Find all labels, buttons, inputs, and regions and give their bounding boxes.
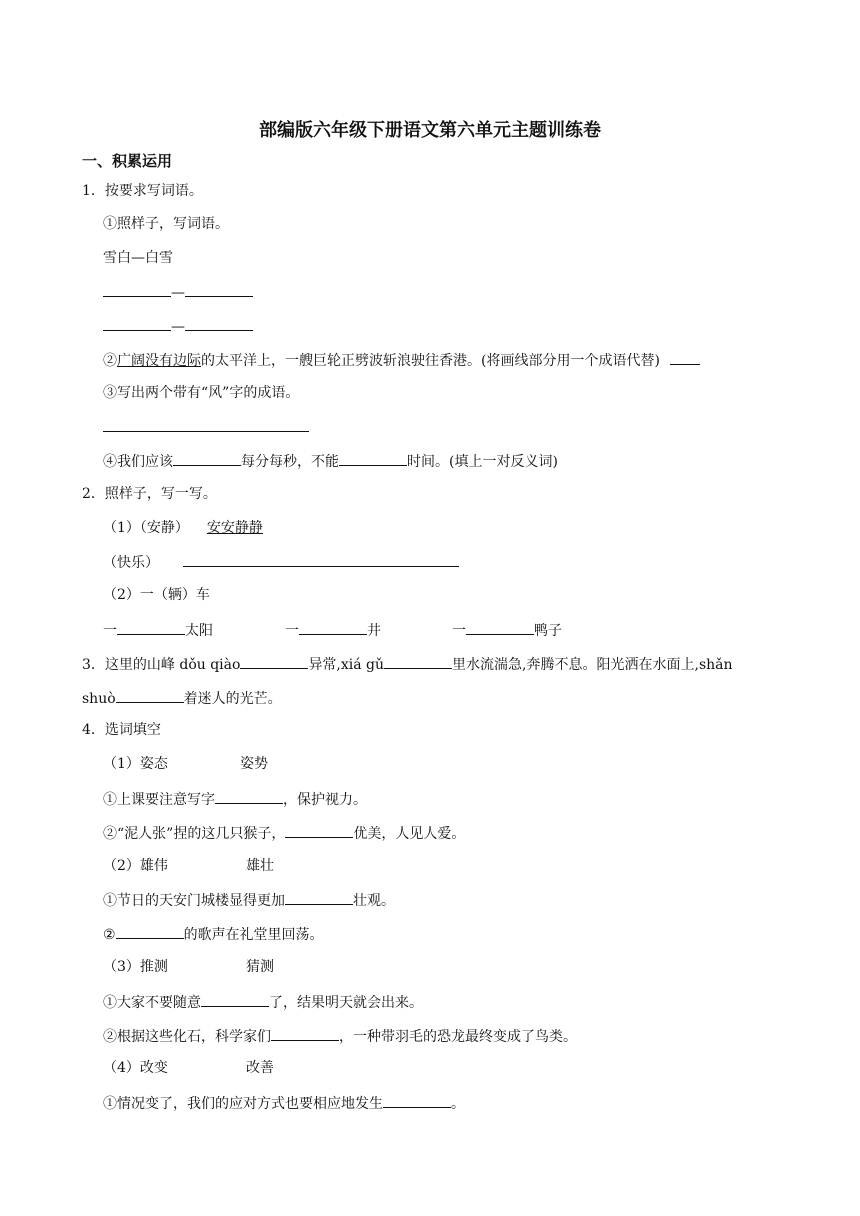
sentence-text: ①节日的天安门城楼显得更加 bbox=[103, 893, 285, 909]
answer-blank[interactable] bbox=[240, 653, 308, 669]
q3-text-e: 着迷人的光芒。 bbox=[183, 691, 282, 707]
q4-group1-label: （1）姿态 bbox=[103, 756, 168, 772]
answer-blank[interactable] bbox=[670, 349, 700, 365]
answer-blank[interactable] bbox=[466, 619, 534, 635]
q3-text-b: 异常,xiá gǔ bbox=[308, 657, 385, 673]
sentence-text: ①情况变了，我们的应对方式也要相应地发生 bbox=[103, 1096, 383, 1112]
q4-group2-sentence2 bbox=[103, 923, 324, 945]
q1-part3-answer bbox=[103, 416, 309, 438]
answer-blank[interactable] bbox=[117, 619, 185, 635]
dash-separator: — bbox=[171, 319, 185, 335]
question-3-line1 bbox=[82, 653, 733, 675]
answer-blank[interactable] bbox=[299, 619, 367, 635]
sentence-text: ②“泥人张”捏的这几只猴子， bbox=[103, 826, 286, 842]
q4-group2-sentence1 bbox=[103, 889, 395, 911]
q4-group4-label: （4）改变 bbox=[103, 1060, 168, 1076]
answer-blank[interactable] bbox=[285, 822, 353, 838]
answer-blank[interactable] bbox=[201, 991, 269, 1007]
q3-text-a: 3．这里的山峰 dǒu qiào bbox=[82, 657, 241, 673]
q4-group1-sentence2 bbox=[103, 822, 465, 844]
answer-blank[interactable] bbox=[383, 1092, 451, 1108]
q4-group2-label: （2）雄伟 bbox=[103, 858, 168, 874]
q1-part2 bbox=[103, 349, 700, 371]
q3-text-c: 里水流湍急,奔腾不息。阳光洒在水面上,shǎn bbox=[452, 657, 733, 673]
q1-part2-text: 的太平洋上，一艘巨轮正劈波斩浪驶往香港。(将画线部分用一个成语代替) bbox=[201, 353, 660, 369]
q2-sub2-row bbox=[103, 619, 213, 641]
section-heading: 一、积累运用 bbox=[82, 152, 173, 170]
answer-blank[interactable] bbox=[339, 450, 407, 466]
question-2-stem: 2．照样子，写一写。 bbox=[82, 486, 217, 502]
sentence-text: ①上课要注意写字 bbox=[103, 792, 215, 808]
sentence-text: 优美，人见人爱。 bbox=[353, 826, 466, 842]
q1-part4 bbox=[103, 450, 558, 472]
sentence-text: ，保护视力。 bbox=[283, 792, 367, 808]
sentence-text: 的歌声在礼堂里回荡。 bbox=[183, 927, 324, 943]
q2-sub1-item bbox=[103, 551, 459, 573]
q1-answer-row-2 bbox=[103, 315, 253, 337]
page-title: 部编版六年级下册语文第六单元主题训练卷 bbox=[259, 120, 601, 141]
q1-part2-prefix: ② bbox=[103, 353, 117, 369]
q4-group3-sentence2 bbox=[103, 1025, 577, 1047]
q2-sub2-label: （2）一（辆）车 bbox=[103, 587, 210, 603]
answer-blank[interactable] bbox=[285, 889, 353, 905]
q1-part1-label: ①照样子，写词语。 bbox=[103, 216, 229, 232]
q4-group1-word2: 姿势 bbox=[240, 756, 268, 772]
answer-blank[interactable] bbox=[103, 281, 171, 297]
noun-sun: 太阳 bbox=[185, 623, 213, 639]
answer-blank[interactable] bbox=[183, 551, 459, 567]
dash-separator: — bbox=[171, 285, 185, 301]
q4-group4-word2: 改善 bbox=[246, 1060, 274, 1076]
q4-group3-word2: 猜测 bbox=[246, 959, 274, 975]
q4-group3-sentence1 bbox=[103, 991, 423, 1013]
q1-answer-row-1 bbox=[103, 281, 253, 303]
answer-blank[interactable] bbox=[185, 315, 253, 331]
q1-part2-underlined: 广阔没有边际 bbox=[117, 353, 201, 369]
q2-sub2-row-b bbox=[285, 619, 381, 641]
q1-part4-text-b: 每分每秒，不能 bbox=[241, 454, 339, 470]
answer-blank[interactable] bbox=[215, 788, 283, 804]
q1-part3-label: ③写出两个带有“风”字的成语。 bbox=[103, 385, 300, 401]
answer-blank[interactable] bbox=[116, 923, 184, 939]
answer-blank[interactable] bbox=[103, 315, 171, 331]
q4-group2-word2: 雄壮 bbox=[246, 858, 274, 874]
measure-word-prefix: 一 bbox=[285, 623, 299, 639]
q1-part4-text-c: 时间。(填上一对反义词) bbox=[407, 454, 558, 470]
noun-ducks: 鸭子 bbox=[534, 623, 562, 639]
question-1-stem: 1．按要求写词语。 bbox=[82, 183, 203, 199]
q4-group1-sentence1 bbox=[103, 788, 367, 810]
q2-sub1-label: （1）（安静） bbox=[103, 520, 189, 536]
noun-well: 井 bbox=[367, 623, 381, 639]
answer-blank[interactable] bbox=[173, 450, 241, 466]
answer-blank[interactable] bbox=[271, 1025, 339, 1041]
measure-word-prefix: 一 bbox=[452, 623, 466, 639]
question-4-stem: 4．选词填空 bbox=[82, 722, 161, 738]
sentence-text: 壮观。 bbox=[353, 893, 395, 909]
q2-sub2-row-c bbox=[452, 619, 562, 641]
q2-sub1 bbox=[103, 518, 263, 538]
q3-text-d: shuò bbox=[82, 691, 116, 707]
sentence-text: ②根据这些化石，科学家们 bbox=[103, 1029, 271, 1045]
measure-word-prefix: 一 bbox=[103, 623, 117, 639]
q4-group4-sentence1 bbox=[103, 1092, 465, 1114]
sentence-text: 。 bbox=[451, 1096, 465, 1112]
sentence-text: ①大家不要随意 bbox=[103, 995, 201, 1011]
q1-part4-text-a: ④我们应该 bbox=[103, 454, 173, 470]
q2-sub1-example-answer: 安安静静 bbox=[206, 520, 263, 536]
answer-blank[interactable] bbox=[384, 653, 452, 669]
answer-blank[interactable] bbox=[116, 687, 184, 703]
sentence-text: 了，结果明天就会出来。 bbox=[269, 995, 423, 1011]
q4-group3-label: （3）推测 bbox=[103, 959, 168, 975]
answer-blank[interactable] bbox=[185, 281, 253, 297]
q2-sub1-item-word: （快乐） bbox=[103, 555, 159, 571]
q1-example: 雪白—白雪 bbox=[103, 250, 173, 266]
answer-blank[interactable] bbox=[103, 416, 309, 432]
question-3-line2 bbox=[82, 687, 282, 709]
sentence-text: ② bbox=[103, 927, 116, 943]
sentence-text: ，一种带羽毛的恐龙最终变成了鸟类。 bbox=[339, 1029, 577, 1045]
